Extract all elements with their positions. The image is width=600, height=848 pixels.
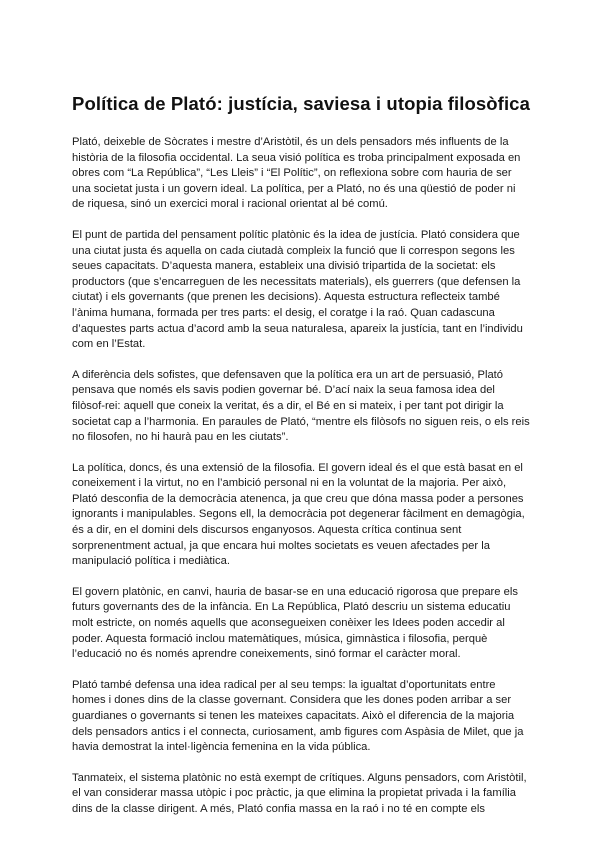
paragraph-4: La política, doncs, és una extensió de la filosofia. El govern ideal és el que està basat en el coneixement i la virtut, no en l’ambició personal ni en la voluntat de la majoria. Per això, Plató desconfia de la democràcia atenenca, ja que creu que dóna massa poder a persones ignorants i manipulables. Segons ell, la democràcia pot degenerar fàcilment en demagògia, és a dir, en el domini dels discursos enganyosos. Aquesta crítica continua sent sorprenentment actual, ja que encara hui moltes societats es veuen afectades per la manipulació política i mediàtica.	[72, 461, 525, 568]
paragraph-5: El govern platònic, en canvi, hauria de basar-se en una educació rigorosa que prepare els futurs governants des de la infància. En La República, Plató descriu un sistema educatiu molt estricte, on només aquells que aconsegueixen conèixer les Idees poden accedir al poder. Aquesta formació inclou matemàtiques, música, gimnàstica i filosofia, perquè l’educació no és només aprendre coneixements, sinó formar el caràcter moral.	[72, 585, 518, 661]
paragraph-1: Plató, deixeble de Sòcrates i mestre d’Aristòtil, és un dels pensadors més influents de la història de la filosofia occidental. La seua visió política es troba principalment exposada en obres com “La República”, “Les Lleis” i “El Polític”, on reflexiona sobre com hauria de ser una societat justa i un govern ideal. La política, per a Plató, no és una qüestió de poder ni de riquesa, sinó un exercici moral i racional orientat al bé comú.	[72, 136, 521, 211]
paragraph-7: Tanmateix, el sistema platònic no està exempt de crítiques. Alguns pensadors, com Aristòtil, el van considerar massa utòpic i poc pràctic, ja que elimina la propietat privada i la família dins de la classe dirigent. A més, Plató confia massa en la raó i no té en compte els	[72, 771, 527, 815]
paragraph-6: Plató també defensa una idea radical per al seu temps: la igualtat d’oportunitats entre homes i dones dins de la classe governant. Considera que les dones poden arribar a ser guardianes o governants si tenen les mateixes capacitats. Això el diferencia de la majoria dels pensadors antics i el connecta, curiosament, amb figures com Aspàsia de Milet, que ja havia demostrat la intel·ligència femenina en la vida pública.	[72, 678, 524, 754]
paragraph-2: El punt de partida del pensament polític platònic és la idea de justícia. Plató considera que una ciutat justa és aquella on cada ciutadà compleix la funció que li correspon segons les seues capacitats. D’aquesta manera, estableix una divisió tripartida de la societat: els productors (que s’encarreguen de les necessitats materials), els guerrers (que defensen la ciutat) i els governants (que prenen les decisions). Aquesta estructura reflecteix també l’ànima humana, formada per tres parts: el desig, el coratge i la raó. Quan cadascuna d’aquestes parts actua d’acord amb la seua naturalesa, apareix la justícia, tant en l’individu com en l’Estat.	[72, 228, 523, 351]
page-title: Política de Plató: justícia, saviesa i utopia filosòfica	[72, 93, 530, 114]
document-page	[72, 92, 530, 833]
paragraph-3: A diferència dels sofistes, que defensaven que la política era un art de persuasió, Plató pensava que només els savis podien governar bé. D’ací naix la seua famosa idea del filòsof-rei: aquell que coneix la veritat, és a dir, el Bé en si mateix, i per tant pot dirigir la societat cap a l’harmonia. En paraules de Plató, “mentre els filòsofs no siguen reis, o els reis no filosofen, no hi haurà pau en les ciutats”.	[72, 368, 530, 444]
